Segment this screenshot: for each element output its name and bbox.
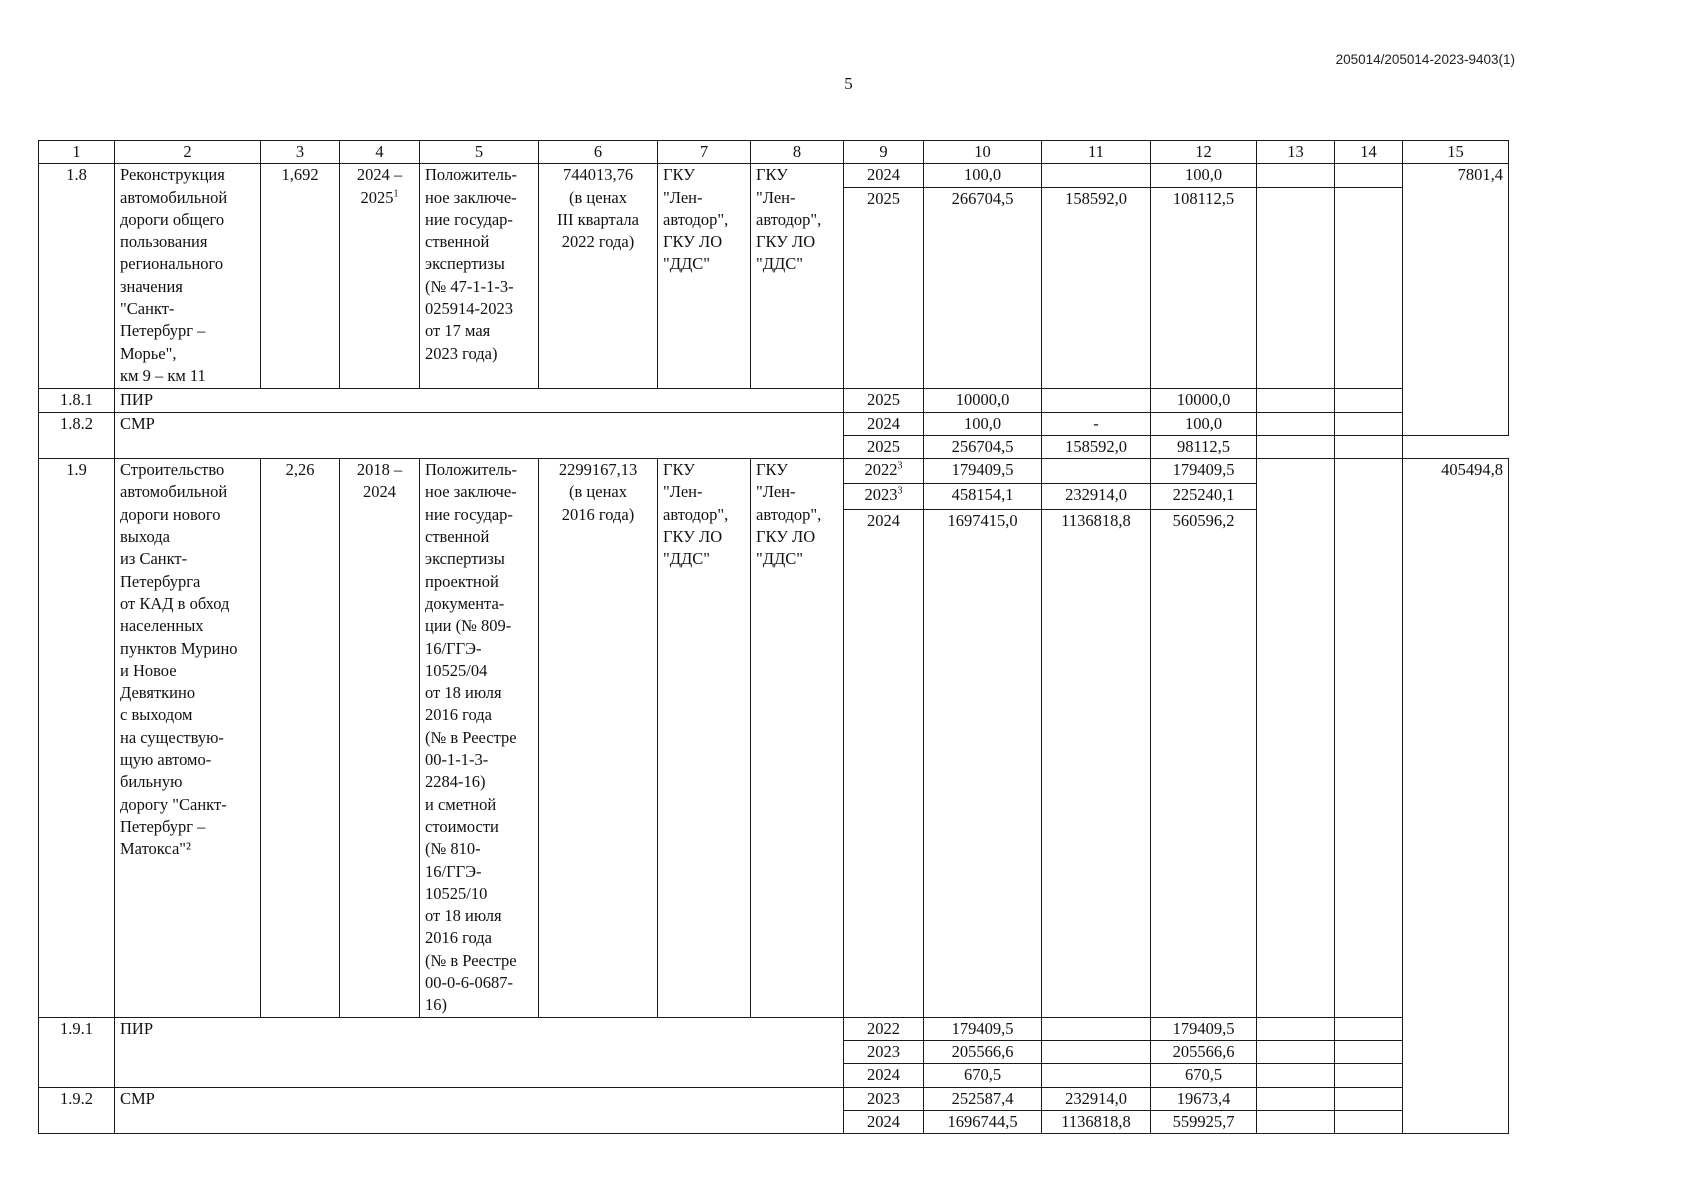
header-cell: 5 <box>420 141 539 164</box>
investment-table <box>38 140 1509 1134</box>
header-cell: 1 <box>39 141 115 164</box>
total-cell: 205566,6 <box>924 1040 1042 1063</box>
empty-cell <box>1257 187 1335 389</box>
total-cell: 458154,1 <box>924 484 1042 509</box>
federal-cell <box>1042 1017 1151 1040</box>
period-cell <box>340 164 420 389</box>
table-row <box>39 459 1509 484</box>
table-row <box>39 412 1509 435</box>
row-number: 1.8 <box>39 164 115 389</box>
executor-cell: ГКУ "Лен- автодор", ГКУ ЛО "ДДС" <box>751 459 844 1017</box>
total-cell: 1696744,5 <box>924 1110 1042 1133</box>
year-cell: 2024 <box>844 509 924 1017</box>
empty-cell <box>1335 164 1403 187</box>
federal-cell <box>1042 1040 1151 1063</box>
year-cell: 2024 <box>844 1110 924 1133</box>
col15-cell: 7801,4 <box>1403 164 1509 436</box>
header-cell: 4 <box>340 141 420 164</box>
regional-cell: 98112,5 <box>1151 435 1257 458</box>
total-cell: 100,0 <box>924 164 1042 187</box>
year-cell <box>844 459 924 484</box>
cost-cell: 2299167,13 (в ценах 2016 года) <box>539 459 658 1017</box>
empty-cell <box>1335 435 1403 458</box>
regional-cell: 100,0 <box>1151 164 1257 187</box>
customer-cell: ГКУ "Лен- автодор", ГКУ ЛО "ДДС" <box>658 164 751 389</box>
object-name: Строительство автомобильной дороги нового выхода из Санкт- Петербурга от КАД в обход населенных пунктов Мурино и Новое Девяткино с выходом на существую- щую автомо- бильную дорогу "Санкт- Петербург – Матокса"² <box>115 459 261 1017</box>
empty-cell <box>1257 1040 1335 1063</box>
empty-cell <box>1257 389 1335 412</box>
total-cell: 670,5 <box>924 1064 1042 1087</box>
header-cell: 14 <box>1335 141 1403 164</box>
empty-cell <box>1335 1040 1403 1063</box>
year-cell: 2023 <box>844 1087 924 1110</box>
empty-cell <box>1257 435 1335 458</box>
page-number: 5 <box>844 74 853 93</box>
empty-cell <box>1335 389 1403 412</box>
year-cell: 2023 <box>844 1040 924 1063</box>
table-row <box>39 164 1509 187</box>
regional-cell: 100,0 <box>1151 412 1257 435</box>
regional-cell: 179409,5 <box>1151 459 1257 484</box>
year-text: 2023 <box>864 485 898 505</box>
work-type: СМР <box>115 1087 844 1134</box>
empty-cell <box>1335 1064 1403 1087</box>
empty-cell <box>1335 459 1403 1017</box>
row-number: 1.9.2 <box>39 1087 115 1134</box>
federal-cell: 1136818,8 <box>1042 1110 1151 1133</box>
work-type: ПИР <box>115 389 844 412</box>
work-type: ПИР <box>115 1017 844 1087</box>
row-number: 1.8.2 <box>39 412 115 459</box>
header-cell: 7 <box>658 141 751 164</box>
header-cell: 3 <box>261 141 340 164</box>
header-cell: 2 <box>115 141 261 164</box>
total-cell: 256704,5 <box>924 435 1042 458</box>
regional-cell: 179409,5 <box>1151 1017 1257 1040</box>
federal-cell: 158592,0 <box>1042 435 1151 458</box>
row-number: 1.9 <box>39 459 115 1017</box>
empty-cell <box>1257 459 1335 1017</box>
empty-cell <box>1257 412 1335 435</box>
table-row <box>39 1087 1509 1110</box>
header-cell: 10 <box>924 141 1042 164</box>
year-text: 2022 <box>864 460 898 480</box>
regional-cell: 560596,2 <box>1151 509 1257 1017</box>
footnote-mark: 3 <box>897 485 903 497</box>
header-cell: 6 <box>539 141 658 164</box>
header-row <box>39 141 1509 164</box>
empty-cell <box>1335 412 1403 435</box>
regional-cell: 205566,6 <box>1151 1040 1257 1063</box>
empty-cell <box>1257 1110 1335 1133</box>
cost-cell: 744013,76 (в ценах III квартала 2022 года) <box>539 164 658 389</box>
header-cell: 9 <box>844 141 924 164</box>
empty-cell <box>1335 1017 1403 1040</box>
work-type: СМР <box>115 412 844 459</box>
federal-cell <box>1042 389 1151 412</box>
header-cell: 13 <box>1257 141 1335 164</box>
year-cell: 2024 <box>844 412 924 435</box>
empty-cell <box>1257 164 1335 187</box>
length-cell: 2,26 <box>261 459 340 1017</box>
regional-cell: 108112,5 <box>1151 187 1257 389</box>
total-cell: 266704,5 <box>924 187 1042 389</box>
customer-cell: ГКУ "Лен- автодор", ГКУ ЛО "ДДС" <box>658 459 751 1017</box>
empty-cell <box>1335 1087 1403 1110</box>
total-cell: 10000,0 <box>924 389 1042 412</box>
period-cell: 2018 – 2024 <box>340 459 420 1017</box>
year-cell: 2025 <box>844 435 924 458</box>
year-cell: 2024 <box>844 1064 924 1087</box>
federal-cell: 232914,0 <box>1042 484 1151 509</box>
year-cell <box>844 484 924 509</box>
federal-cell <box>1042 459 1151 484</box>
regional-cell: 225240,1 <box>1151 484 1257 509</box>
executor-cell: ГКУ "Лен- автодор", ГКУ ЛО "ДДС" <box>751 164 844 389</box>
regional-cell: 19673,4 <box>1151 1087 1257 1110</box>
expertise-cell: Положитель- ное заключе- ние государ- ственной экспертизы проектной документа- ции (№ 809- 16/ГГЭ- 10525/04 от 18 июля 2016 года (№ в Реестре 00-1-1-3- 2284-16) и сметной стоимости (№ 810- 16/ГГЭ- 10525/10 от 18 июля 2016 года (№ в Реестре 00-0-6-0687- 16) <box>420 459 539 1017</box>
total-cell: 179409,5 <box>924 1017 1042 1040</box>
col15-cell: 405494,8 <box>1403 459 1509 1134</box>
total-cell: 100,0 <box>924 412 1042 435</box>
empty-cell <box>1257 1017 1335 1040</box>
empty-cell <box>1335 1110 1403 1133</box>
year-cell: 2022 <box>844 1017 924 1040</box>
year-cell: 2024 <box>844 164 924 187</box>
footnote-mark: 3 <box>897 460 903 472</box>
table-row <box>39 389 1509 412</box>
federal-cell: - <box>1042 412 1151 435</box>
header-cell: 8 <box>751 141 844 164</box>
year-cell: 2025 <box>844 389 924 412</box>
regional-cell: 559925,7 <box>1151 1110 1257 1133</box>
table-row <box>39 1017 1509 1040</box>
header-cell: 12 <box>1151 141 1257 164</box>
period-text: 2024 – 2025 <box>356 165 403 207</box>
total-cell: 252587,4 <box>924 1087 1042 1110</box>
empty-cell <box>1257 1064 1335 1087</box>
footnote-mark: 1 <box>393 188 399 200</box>
header-cell: 15 <box>1403 141 1509 164</box>
empty-cell <box>1335 187 1403 389</box>
document-id: 205014/205014-2023-9403(1) <box>1335 52 1515 67</box>
total-cell: 1697415,0 <box>924 509 1042 1017</box>
empty-cell <box>1257 1087 1335 1110</box>
regional-cell: 670,5 <box>1151 1064 1257 1087</box>
regional-cell: 10000,0 <box>1151 389 1257 412</box>
federal-cell: 232914,0 <box>1042 1087 1151 1110</box>
object-name: Реконструкция автомобильной дороги общего пользования регионального значения "Санкт- Петербург – Морье", км 9 – км 11 <box>115 164 261 389</box>
length-cell: 1,692 <box>261 164 340 389</box>
federal-cell <box>1042 164 1151 187</box>
row-number: 1.9.1 <box>39 1017 115 1087</box>
total-cell: 179409,5 <box>924 459 1042 484</box>
year-cell: 2025 <box>844 187 924 389</box>
federal-cell <box>1042 1064 1151 1087</box>
expertise-cell: Положитель- ное заключе- ние государ- ственной экспертизы (№ 47-1-1-3- 025914-2023 от 17 мая 2023 года) <box>420 164 539 389</box>
header-cell: 11 <box>1042 141 1151 164</box>
row-number: 1.8.1 <box>39 389 115 412</box>
federal-cell: 158592,0 <box>1042 187 1151 389</box>
federal-cell: 1136818,8 <box>1042 509 1151 1017</box>
